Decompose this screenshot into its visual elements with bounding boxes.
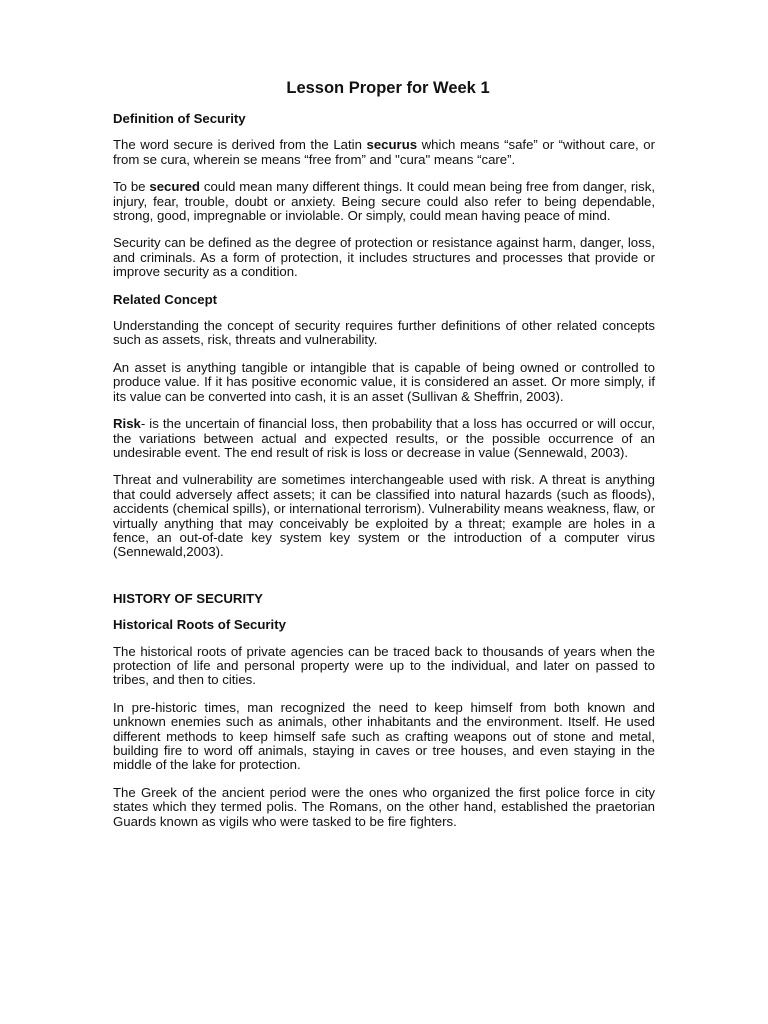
text-segment: which means “safe” or “without care, or from se cura, wherein se means “free from” and "cura" means “care”.	[113, 137, 656, 167]
paragraph-secured-meaning	[113, 180, 655, 223]
heading-history-of-security: HISTORY OF SECURITY	[113, 590, 263, 606]
paragraph-asset: An asset is anything tangible or intangible that is capable of being owned or controlled to produce value. If it has positive economic value, it is considered an asset. Or more simply, if its value can be converted into cash, it is an asset (Sullivan & Sheffrin, 2003).	[113, 359, 655, 404]
paragraph-historical-roots: The historical roots of private agencies can be traced back to thousands of years when the protection of life and personal property were up to the individual, and later on passed to tribes, and then to cities.	[113, 643, 655, 688]
bold-term-risk: Risk	[113, 416, 141, 432]
text-segment: To be	[113, 179, 150, 195]
paragraph-greek-roman: The Greek of the ancient period were the ones who organized the first police force in city states which they termed polis. The Romans, on the other hand, established the praetorian Guards known as vigils who were tasked to be fire fighters.	[113, 784, 655, 829]
paragraph-pre-historic: In pre-historic times, man recognized the need to keep himself from both known and unknown enemies such as animals, other inhabitants and the environment. Itself. He used different methods to keep himself safe such as crafting weapons out of stone and metal, building fire to word off animals, staying in caves or tree houses, and even staying in the middle of the lake for protection.	[113, 699, 655, 773]
paragraph-latin-origin	[113, 138, 655, 167]
document-page	[113, 78, 655, 842]
text-segment: could mean many different things. It could mean being free from danger, risk, injury, fear, trouble, doubt or anxiety. Being secure could also refer to being dependable, strong, good, impregnable or inviolable. Or simply, could mean having peace of mind.	[113, 179, 655, 224]
bold-term-secured: secured	[149, 179, 200, 195]
heading-historical-roots: Historical Roots of Security	[113, 617, 286, 633]
bold-term-securus: securus	[366, 137, 418, 153]
text-segment: - is the uncertain of financial loss, then probability that a loss has occurred or will occur, the variations between actual and expected results, or the possible occurrence of an undesirable event. The end result of risk is loss or decrease in value (Sennewald, 2003).	[113, 416, 655, 460]
heading-related-concept: Related Concept	[113, 291, 218, 307]
heading-definition-of-security: Definition of Security	[113, 111, 246, 126]
paragraph-threat-vulnerability: Threat and vulnerability are sometimes interchangeable used with risk. A threat is anything that could adversely affect assets; it can be classified into natural hazards (such as floods), accidents (chemical spills), or international terrorism). Vulnerability means weakness, flaw, or virtually anything that may conceivably be exploited by a threat; example are holes in a fence, an out-of-date key system key system or the introduction of a computer virus (Sennewald,2003).	[113, 472, 655, 560]
paragraph-related-concepts: Understanding the concept of security requires further definitions of other related concepts such as assets, risk, threats and vulnerability.	[113, 318, 655, 348]
page-title: Lesson Proper for Week 1	[286, 79, 490, 97]
text-segment: The word secure is derived from the Latin	[113, 137, 367, 153]
paragraph-risk	[113, 417, 655, 460]
paragraph-security-definition: Security can be defined as the degree of protection or resistance against harm, danger, loss, and criminals. As a form of protection, it includes structures and processes that provide or improve security as a condition.	[113, 235, 655, 280]
